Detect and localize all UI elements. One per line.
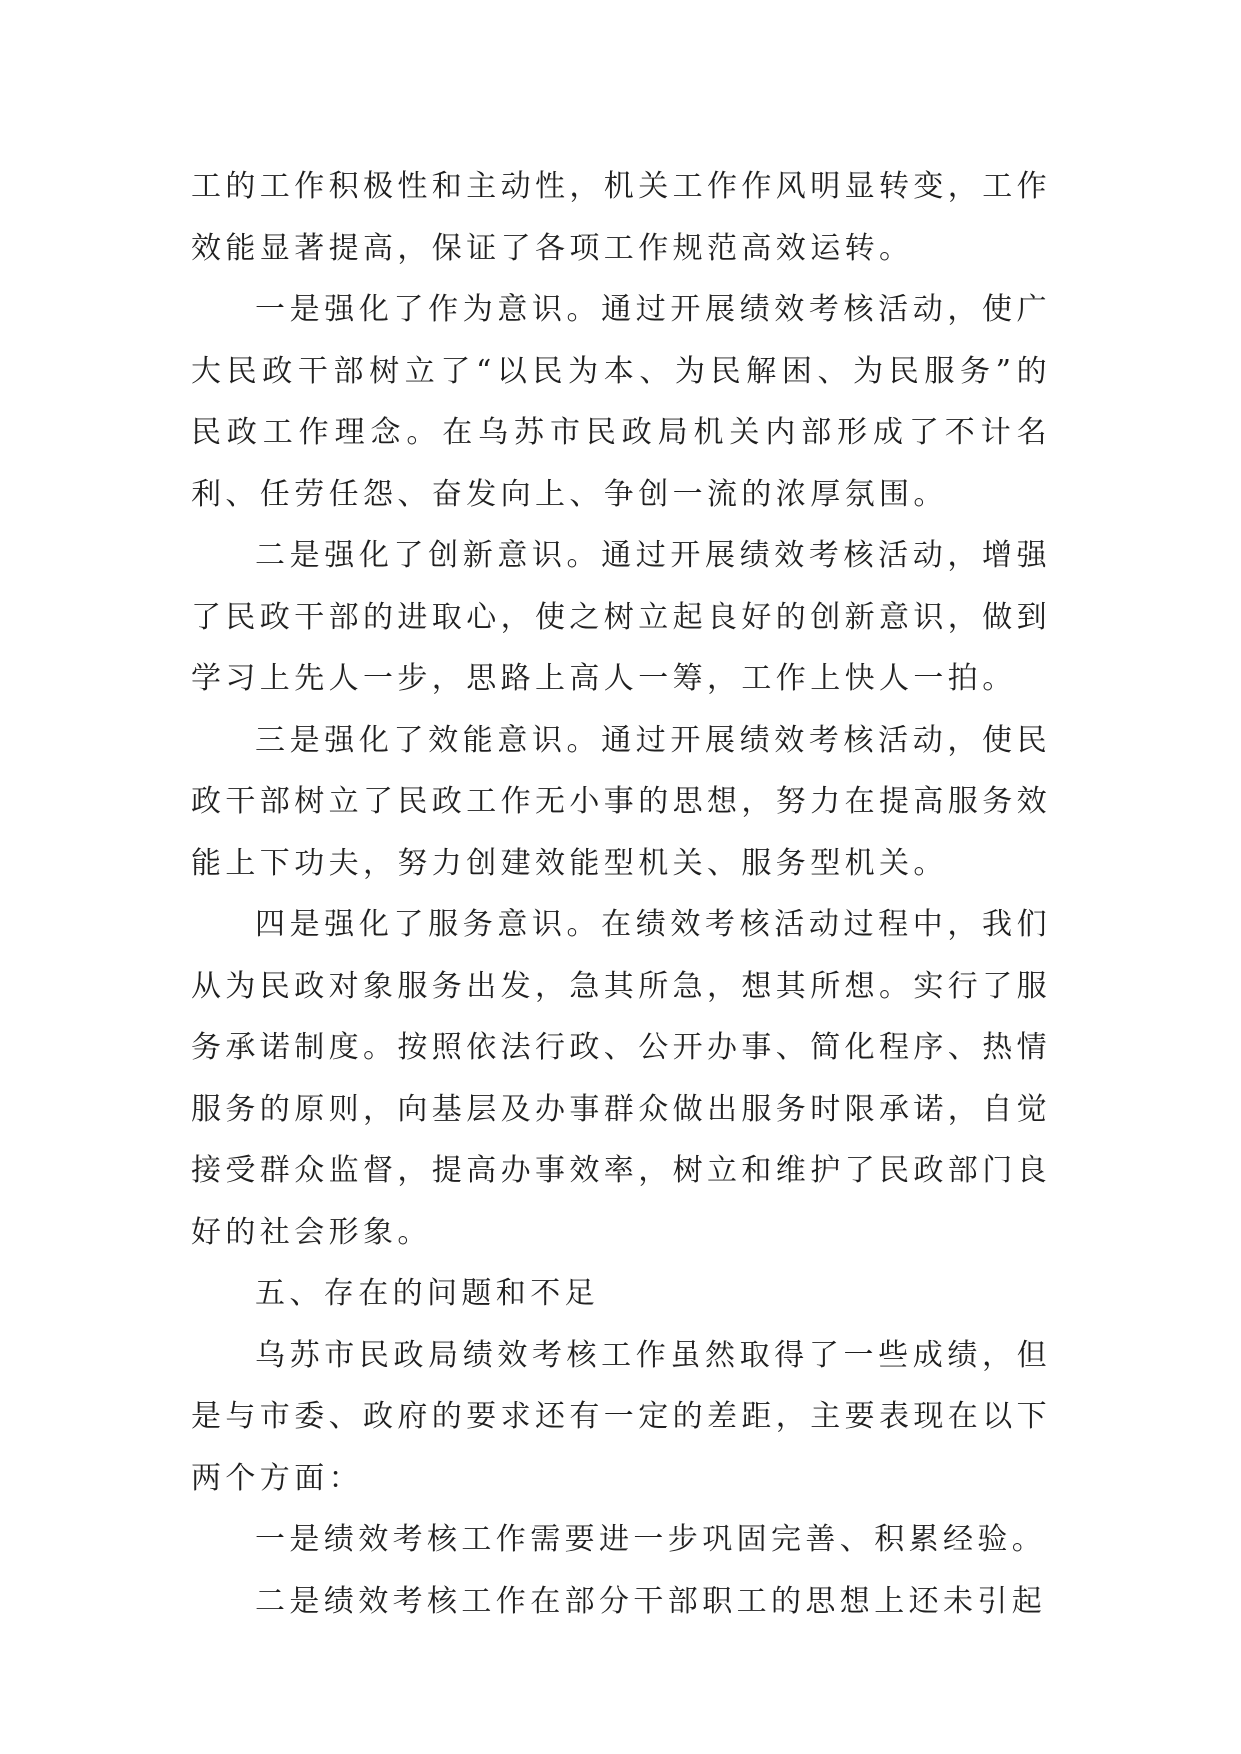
section-heading-problems: 五、存在的问题和不足 [255,1276,599,1311]
document-body [191,156,1051,1632]
paragraph-action-awareness: 一是强化了作为意识。通过开展绩效考核活动，使广大民政干部树立了“以民为本、为民解困、为民服务”的民政工作理念。在乌苏市民政局机关内部形成了不计名利、任劳任怨、奋发向上、争创一流的浓厚氛围。 [191,292,1051,512]
paragraph-problem-two: 二是绩效考核工作在部分干部职工的思想上还未引起 [255,1583,1047,1619]
paragraph-service-awareness: 四是强化了服务意识。在绩效考核活动过程中，我们从为民政对象服务出发，急其所急，想其所想。实行了服务承诺制度。按照依法行政、公开办事、简化程序、热情服务的原则，向基层及办事群众做出服务时限承诺，自觉接受群众监督，提高办事效率，树立和维护了民政部门良好的社会形象。 [191,907,1051,1250]
paragraph-problem-one: 一是绩效考核工作需要进一步巩固完善、积累经验。 [255,1522,1047,1557]
paragraph-efficiency-awareness: 三是强化了效能意识。通过开展绩效考核活动，使民政干部树立了民政工作无小事的思想，努力在提高服务效能上下功夫，努力创建效能型机关、服务型机关。 [191,722,1051,881]
paragraph-continuation: 工的工作积极性和主动性，机关工作作风明显转变，工作效能显著提高，保证了各项工作规范高效运转。 [191,169,1051,266]
paragraph-innovation-awareness: 二是强化了创新意识。通过开展绩效考核活动，增强了民政干部的进取心，使之树立起良好的创新意识，做到学习上先人一步，思路上高人一筹，工作上快人一拍。 [191,538,1051,696]
paragraph-problems-intro: 乌苏市民政局绩效考核工作虽然取得了一些成绩，但是与市委、政府的要求还有一定的差距，主要表现在以下两个方面： [191,1337,1051,1496]
